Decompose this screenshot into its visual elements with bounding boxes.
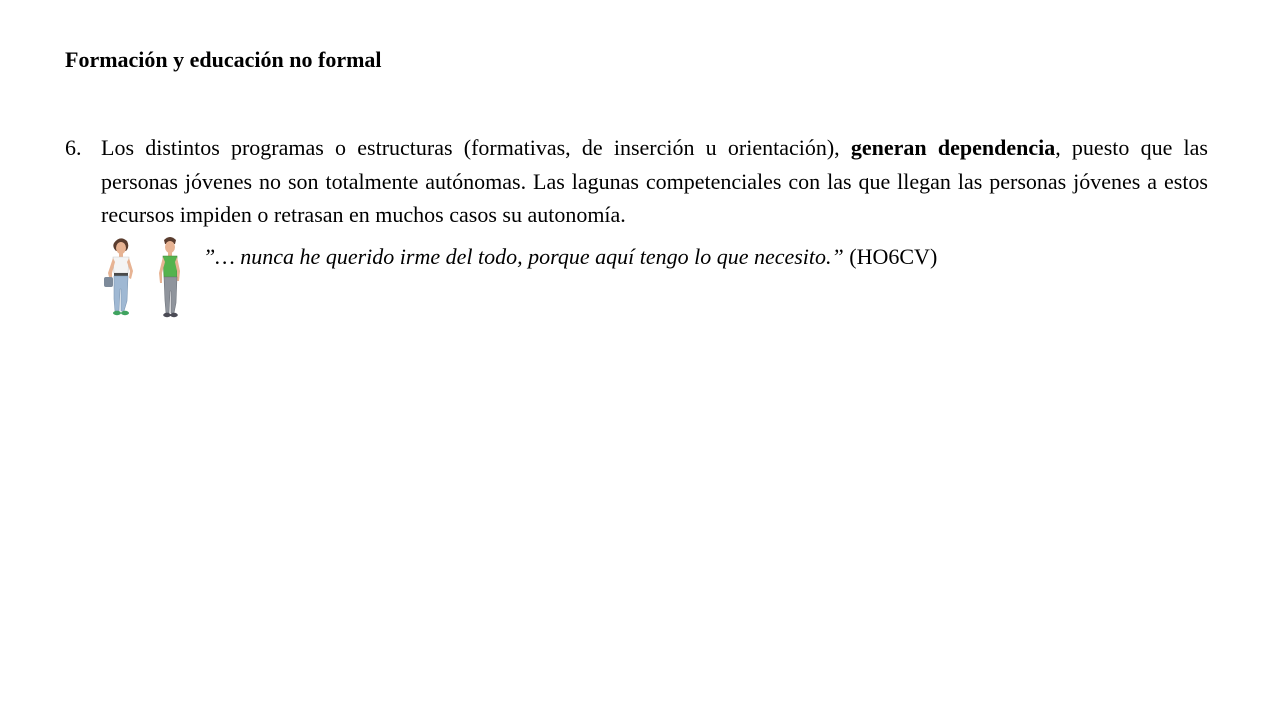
section-title: Formación y educación no formal (65, 47, 382, 72)
quote (203, 240, 937, 274)
item-text-bold: generan dependencia (850, 135, 1056, 160)
list-item (65, 131, 1208, 232)
young-woman-figure (104, 238, 133, 315)
item-text-before: Los distintos programas o estructuras (formativas, de inserción u orientación), (101, 135, 851, 160)
two-young-people-illustration (84, 231, 202, 325)
item-text-after: , puesto que las personas jóvenes no son totalmente autónomas. Las lagunas competenciales con las que llegan las personas jóvenes a estos recursos impiden o retrasan en muchos casos su autonomía. (101, 135, 1208, 227)
list-item-text (101, 131, 1208, 232)
quote-source: (HO6CV) (849, 244, 938, 269)
list-item-number: 6. (65, 135, 82, 160)
quote-text: ”… nunca he querido irme del todo, porque aquí tengo lo que necesito.” (203, 244, 844, 269)
young-man-figure (159, 237, 180, 317)
